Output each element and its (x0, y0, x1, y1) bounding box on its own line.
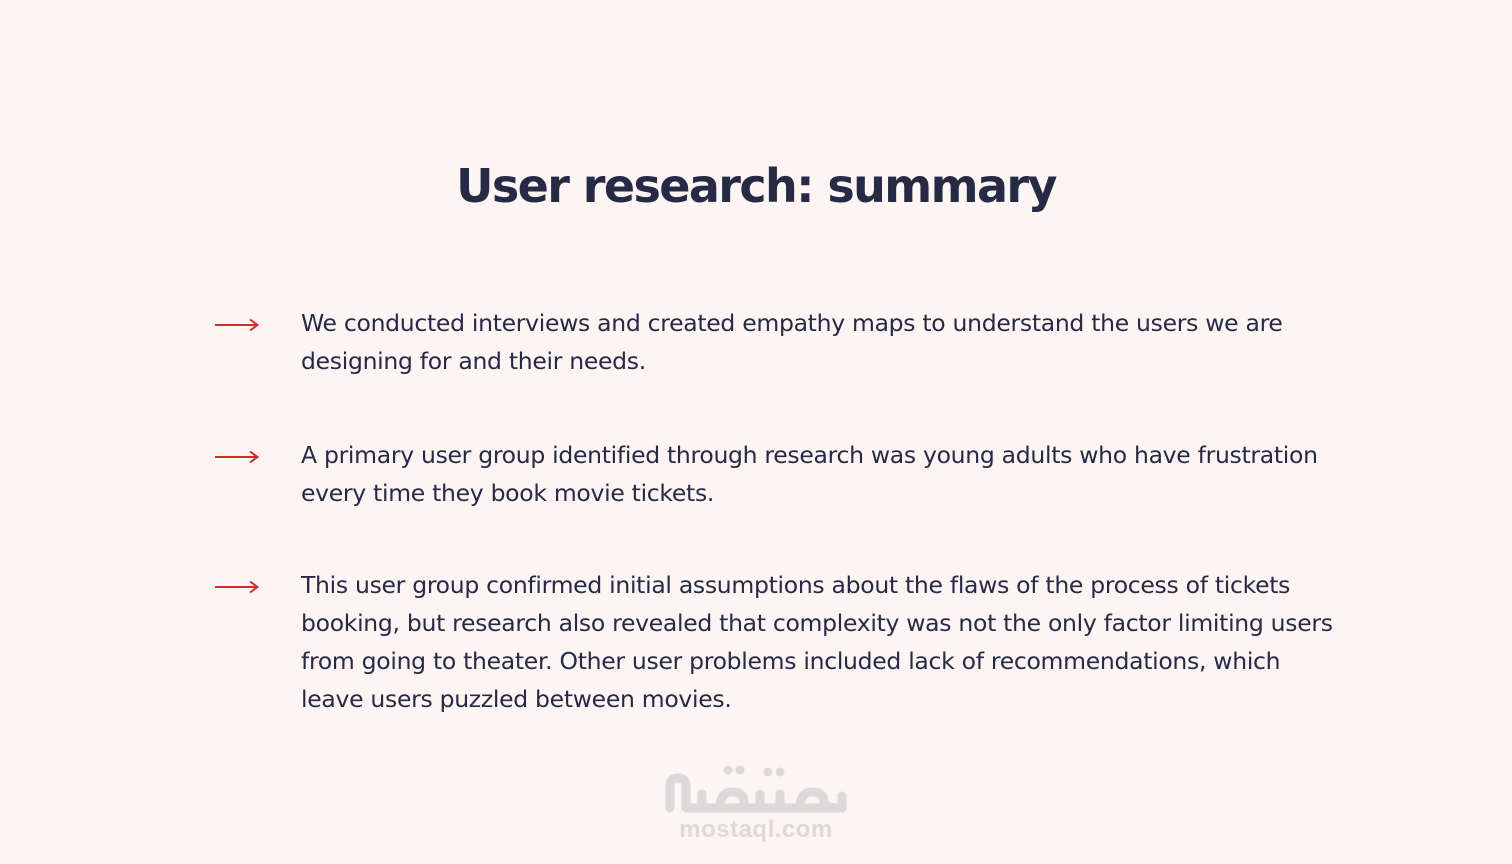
mostaql-logo (656, 758, 856, 820)
finding-text: This user group confirmed initial assumptions about the flaws of the process of tickets booking, but research also revealed that complexity was not the only factor limiting users from going to theater. Other user problems included lack of recommendations, which leave users puzzled between movies. (301, 571, 1333, 713)
arrow-right-icon (214, 318, 260, 332)
finding-text: We conducted interviews and created empathy maps to understand the users we are designing for and their needs. (301, 309, 1283, 375)
arrow-right-icon (214, 450, 260, 464)
page-title: User research: summary (456, 159, 1056, 213)
arrow-right-icon (214, 580, 260, 594)
watermark-url: mostaql.com (679, 816, 833, 843)
finding-text: A primary user group identified through research was young adults who have frustration every time they book movie tickets. (301, 441, 1318, 507)
watermark (656, 758, 856, 850)
